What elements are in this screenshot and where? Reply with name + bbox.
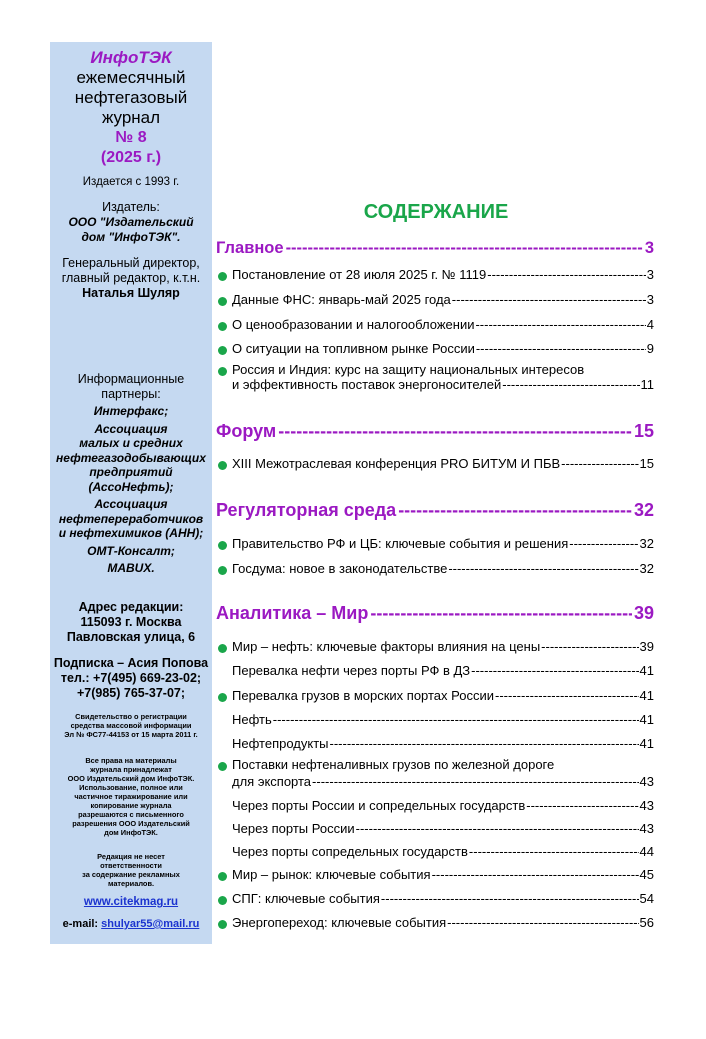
toc-entry[interactable]	[232, 639, 654, 654]
dot-leader	[398, 500, 632, 521]
dot-leader	[447, 915, 638, 930]
subscription-contact	[50, 656, 212, 701]
rights-line: Все права на материалы	[85, 756, 177, 765]
entry-label: Энергопереход: ключевые события	[232, 915, 447, 930]
partner-item	[50, 544, 212, 559]
partners	[50, 372, 212, 576]
bullet-icon	[218, 346, 227, 355]
director-title: главный редактор, к.т.н.	[61, 271, 201, 285]
partner-line: (АссоНефть);	[88, 479, 174, 494]
dot-leader	[452, 292, 646, 307]
entry-label[interactable]: Поставки нефтеналивных грузов по железной дороге	[232, 757, 555, 772]
entry-page: 54	[639, 891, 654, 906]
entry-label: Мир – нефть: ключевые факторы влияния на цены	[232, 639, 541, 654]
issue-year: (2025 г.)	[100, 149, 162, 166]
entry-page: 56	[639, 915, 654, 930]
bullet-icon	[218, 297, 227, 306]
bullet-icon	[218, 896, 227, 905]
since-text: Издается с 1993 г.	[82, 176, 180, 188]
bullet-icon	[218, 566, 227, 575]
email-link[interactable]: shulyar55@mail.ru	[101, 918, 200, 930]
partner-item	[50, 561, 212, 576]
entry-page: 32	[639, 561, 654, 576]
partner-line: и нефтехимиков (АНН);	[58, 526, 204, 540]
bullet-icon	[218, 272, 227, 281]
dot-leader	[502, 377, 639, 392]
dot-leader	[541, 639, 638, 654]
entry-label: Правительство РФ и ЦБ: ключевые события и решения	[232, 536, 569, 551]
section-page: 32	[633, 500, 654, 520]
bullet-icon	[218, 322, 227, 331]
partner-line: нефтепереработчиков	[58, 511, 204, 526]
dot-leader	[561, 456, 638, 471]
dot-leader	[381, 891, 639, 906]
entry-page: 41	[639, 663, 654, 678]
director-title: Генеральный директор,	[62, 256, 200, 270]
entry-label: Данные ФНС: январь-май 2025 года	[232, 292, 451, 307]
bullet-icon	[218, 367, 227, 376]
toc-entry[interactable]	[232, 891, 654, 906]
toc-section[interactable]	[216, 239, 654, 258]
partner-line: малых и средних	[79, 436, 183, 450]
address-line: Павловская улица, 6	[66, 630, 196, 644]
address-line: Адрес редакции:	[78, 600, 184, 614]
entry-label: Через порты России и сопредельных государств	[232, 798, 526, 813]
entry-label: О ситуации на топливном рынке России	[232, 341, 475, 356]
toc-entry[interactable]	[232, 688, 654, 703]
toc-entry[interactable]	[232, 317, 654, 332]
dot-leader	[495, 688, 639, 703]
toc-entry[interactable]	[232, 536, 654, 551]
dot-leader	[330, 736, 639, 751]
subscription-line: +7(985) 765-37-07;	[76, 686, 186, 700]
rights-line: частичное тиражирование или	[74, 792, 188, 801]
dot-leader	[475, 317, 645, 332]
entry-label: Через порты сопредельных государств	[232, 844, 468, 859]
toc-entry[interactable]	[232, 456, 654, 471]
rights-line: копирование журнала	[90, 801, 172, 810]
website	[50, 896, 212, 908]
section-label: Главное	[216, 239, 284, 257]
bullet-icon	[218, 920, 227, 929]
bullet-icon	[218, 762, 227, 771]
entry-page: 44	[639, 844, 654, 859]
magazine-desc: журнал	[101, 108, 161, 127]
partner-line: нефтегазодобывающих	[56, 450, 206, 465]
partner-item	[50, 422, 212, 495]
address-line: 115093 г. Москва	[80, 615, 182, 629]
dot-leader	[370, 603, 632, 624]
rights-line: дом ИнфоТЭК.	[104, 828, 158, 837]
magazine-name: ИнфоТЭК	[90, 48, 172, 67]
partner-line: Интерфакс;	[93, 404, 169, 418]
certificate-line: Эл № ФС77-44153 от 15 марта 2011 г.	[64, 730, 198, 739]
partner-line: Ассоциация	[94, 421, 168, 436]
partner-item	[50, 404, 212, 419]
website-link[interactable]: www.citekmag.ru	[83, 896, 179, 908]
toc-entry[interactable]	[232, 561, 654, 576]
entry-label: Перевалка нефти через порты РФ в ДЗ	[232, 663, 471, 678]
entry-page: 41	[639, 736, 654, 751]
entry-label: XIII Межотраслевая конференция PRO БИТУМ И ПБВ	[232, 456, 561, 471]
toc-entry[interactable]	[232, 844, 654, 859]
responsibility-line: за содержание рекламных	[82, 870, 180, 879]
masthead-sidebar	[50, 42, 212, 944]
director-name: Наталья Шуляр	[82, 286, 180, 300]
entry-page: 43	[639, 774, 654, 789]
entry-page: 15	[639, 456, 654, 471]
rights-line: Использование, полное или	[79, 783, 183, 792]
entry-label[interactable]: Россия и Индия: курс на защиту национальных интересов	[232, 362, 585, 377]
partners-label: Информационные	[77, 372, 185, 386]
entry-page: 43	[639, 821, 654, 836]
toc-section[interactable]	[216, 500, 654, 521]
email-label: e-mail:	[62, 918, 99, 930]
email	[50, 918, 212, 930]
entry-label: Нефть	[232, 712, 272, 727]
magazine-desc: ежемесячный	[76, 68, 186, 87]
entry-page: 41	[639, 688, 654, 703]
partner-line: Ассоциация	[94, 497, 168, 511]
entry-page: 32	[639, 536, 654, 551]
entry-page: 43	[639, 798, 654, 813]
publisher-name: ООО "Издательский	[68, 215, 194, 229]
bullet-icon	[218, 693, 227, 702]
dot-leader	[278, 421, 632, 442]
responsibility-line: ответственности	[100, 861, 162, 870]
dot-leader	[471, 663, 638, 678]
rights-notice	[50, 756, 212, 837]
toc-entry[interactable]	[232, 377, 654, 392]
director	[50, 256, 212, 301]
entry-page: 3	[646, 292, 654, 307]
section-page: 3	[644, 239, 654, 257]
toc-entry[interactable]	[232, 821, 654, 836]
dot-leader	[356, 821, 639, 836]
entry-label: Нефтепродукты	[232, 736, 329, 751]
bullet-icon	[218, 644, 227, 653]
responsibility-line: материалов.	[107, 879, 155, 888]
section-page: 39	[633, 603, 654, 623]
publisher-name: дом "ИнфоТЭК".	[81, 230, 181, 244]
entry-label: Госдума: новое в законодательстве	[232, 561, 448, 576]
responsibility-notice	[50, 852, 212, 888]
toc-entry[interactable]	[232, 267, 654, 282]
dot-leader	[448, 561, 638, 576]
rights-line: разрешаются с письменного	[78, 810, 184, 819]
toc-entry[interactable]	[232, 292, 654, 307]
dot-leader	[286, 239, 643, 258]
bullet-icon	[218, 461, 227, 470]
toc-entry[interactable]	[232, 774, 654, 789]
partner-line: MABUX.	[107, 561, 155, 575]
rights-line: журнала принадлежат	[90, 765, 172, 774]
entry-label: для экспорта	[232, 774, 312, 789]
entry-page: 39	[639, 639, 654, 654]
entry-label: О ценообразовании и налогообложении	[232, 317, 475, 332]
magazine-masthead	[50, 48, 212, 168]
dot-leader	[526, 798, 638, 813]
toc-entry[interactable]	[232, 341, 654, 356]
rights-line: ООО Издательский дом ИнфоТЭК.	[67, 774, 195, 783]
dot-leader	[487, 267, 646, 282]
partner-item	[50, 497, 212, 541]
subscription-line: тел.: +7(495) 669-23-02;	[60, 671, 202, 685]
toc-entry[interactable]	[232, 663, 654, 678]
section-label: Регуляторная среда	[216, 500, 397, 520]
entry-page: 9	[646, 341, 654, 356]
publisher	[50, 200, 212, 245]
toc-entry[interactable]	[232, 915, 654, 930]
entry-label: и эффективность поставок энергоносителей	[232, 377, 502, 392]
responsibility-line: Редакция не несет	[97, 852, 165, 861]
entry-label: СПГ: ключевые события	[232, 891, 380, 906]
toc-entry[interactable]	[232, 867, 654, 882]
bullet-icon	[218, 541, 227, 550]
issue-number: № 8	[115, 129, 147, 146]
registration-certificate	[50, 712, 212, 739]
toc-entry[interactable]	[232, 798, 654, 813]
entry-label: Через порты России	[232, 821, 355, 836]
partner-line: предприятий	[89, 465, 173, 479]
dot-leader	[273, 712, 639, 727]
toc-entry[interactable]	[232, 712, 654, 727]
entry-page: 41	[639, 712, 654, 727]
section-page: 15	[633, 421, 654, 441]
partner-line: ОМТ-Консалт;	[87, 543, 175, 558]
magazine-desc: нефтегазовый	[74, 88, 188, 107]
subscription-line: Подписка – Асия Попова	[53, 656, 209, 670]
bullet-icon	[218, 872, 227, 881]
entry-label: Мир – рынок: ключевые события	[232, 867, 431, 882]
entry-page: 3	[646, 267, 654, 282]
dot-leader	[569, 536, 638, 551]
section-label: Аналитика – Мир	[216, 603, 369, 623]
entry-page: 45	[639, 867, 654, 882]
entry-label: Постановление от 28 июля 2025 г. № 1119	[232, 267, 487, 282]
entry-page: 11	[640, 377, 654, 392]
editorial-address	[50, 600, 212, 645]
entry-label: Перевалка грузов в морских портах России	[232, 688, 495, 703]
certificate-line: средства массовой информации	[70, 721, 192, 730]
rights-line: разрешения ООО Издательский	[72, 819, 190, 828]
dot-leader	[476, 341, 646, 356]
publisher-label: Издатель:	[102, 200, 160, 214]
dot-leader	[469, 844, 639, 859]
partners-label: партнеры:	[101, 386, 161, 401]
toc-entry[interactable]	[232, 736, 654, 751]
section-label: Форум	[216, 421, 277, 441]
dot-leader	[432, 867, 639, 882]
toc-section[interactable]	[216, 421, 654, 442]
entry-page: 4	[646, 317, 654, 332]
toc-title: СОДЕРЖАНИЕ	[363, 201, 509, 223]
dot-leader	[312, 774, 638, 789]
certificate-line: Свидетельство о регистрации	[75, 712, 187, 721]
toc-section[interactable]	[216, 603, 654, 624]
